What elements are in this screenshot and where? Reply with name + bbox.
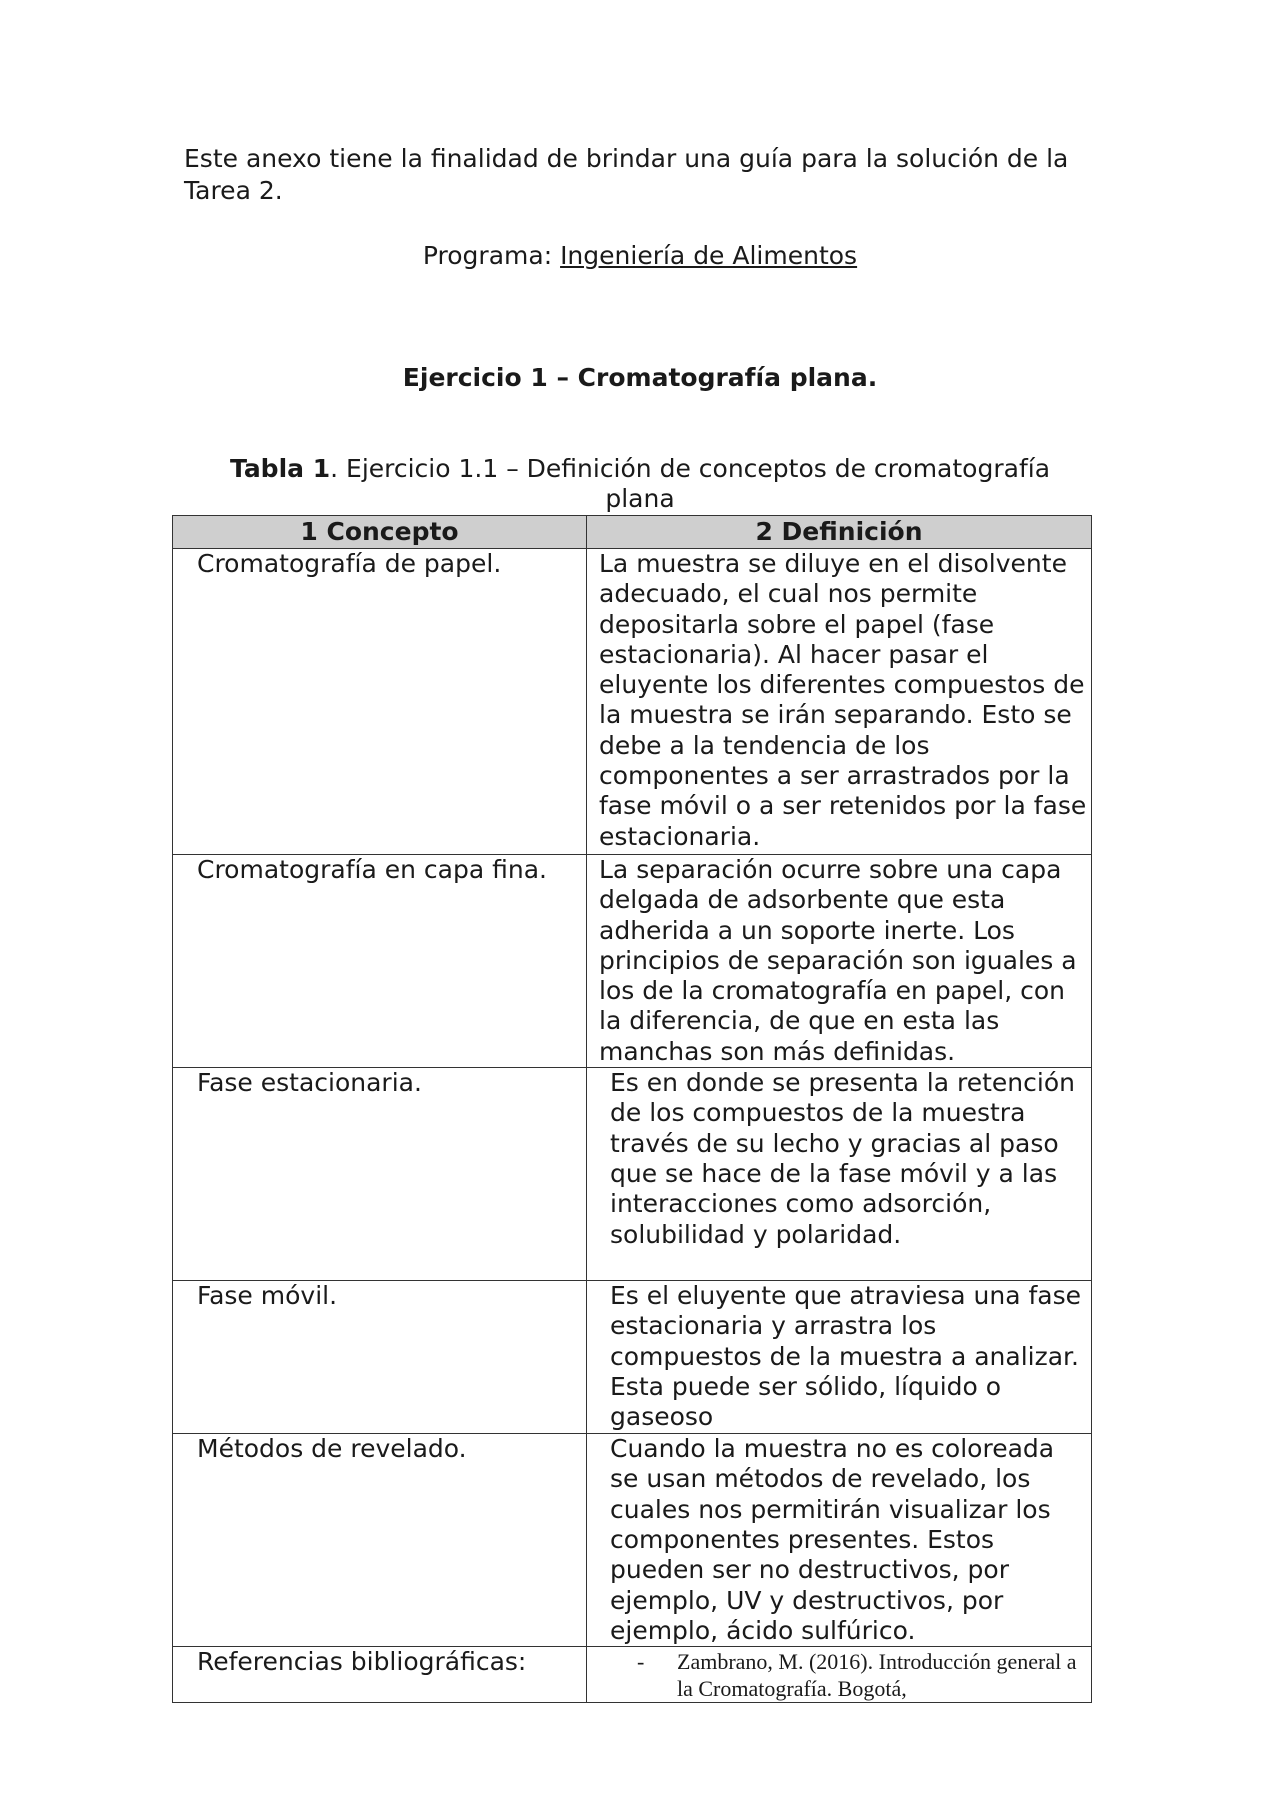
reference-bullet: - xyxy=(637,1649,645,1675)
table-caption xyxy=(200,454,1080,514)
concept-cell: Métodos de revelado. xyxy=(173,1434,587,1647)
table-row xyxy=(173,1647,1092,1703)
definition-cell: Es el eluyente que atraviesa una fase estacionaria y arrastra los compuestos de la muestra a analizar. Esta puede ser sólido, líquido o gaseoso xyxy=(587,1281,1092,1434)
table-caption-label: Tabla 1 xyxy=(229,454,331,483)
program-label: Programa: xyxy=(422,241,561,270)
table-row xyxy=(173,1068,1092,1281)
reference-item xyxy=(587,1647,1091,1702)
table-row xyxy=(173,855,1092,1068)
table-row xyxy=(173,1281,1092,1434)
concept-cell: Fase estacionaria. xyxy=(173,1068,587,1281)
program-name: Ingeniería de Alimentos xyxy=(560,241,858,270)
definition-cell: La separación ocurre sobre una capa delgada de adsorbente que esta adherida a un soporte inerte. Los principios de separación son iguales a los de la cromatografía en papel, con la diferencia, de que en esta las manchas son más definidas. xyxy=(587,855,1092,1068)
definition-cell: La muestra se diluye en el disolvente adecuado, el cual nos permite depositarla sobre el papel (fase estacionaria). Al hacer pasar el eluyente los diferentes compuestos de la muestra se irán separando. Esto se debe a la tendencia de los componentes a ser arrastrados por la fase móvil o a ser retenidos por la fase estacionaria. xyxy=(587,549,1092,855)
program-line xyxy=(0,240,1280,272)
definition-cell: Es en donde se presenta la retención de los compuestos de la muestra través de su lecho y gracias al paso que se hace de la fase móvil y a las interacciones como adsorción, solubilidad y polaridad. xyxy=(587,1068,1092,1281)
header-definition: 2 Definición xyxy=(587,516,1092,549)
reference-text: Zambrano, M. (2016). Introducción general a la Cromatografía. Bogotá, xyxy=(677,1649,1077,1702)
concept-cell: Cromatografía en capa fina. xyxy=(173,855,587,1068)
header-concept: 1 Concepto xyxy=(173,516,587,549)
table-caption-text: . Ejercicio 1.1 – Definición de conceptos de cromatografía plana xyxy=(330,454,1051,513)
concept-cell: Referencias bibliográficas: xyxy=(173,1647,587,1703)
concepts-table xyxy=(172,515,1092,1703)
definition-cell: Cuando la muestra no es coloreada se usan métodos de revelado, los cuales nos permitirán visualizar los componentes presentes. Estos pueden ser no destructivos, por ejemplo, UV y destructivos, por ejemplo, ácido sulfúrico. xyxy=(587,1434,1092,1647)
references-cell xyxy=(587,1647,1092,1703)
table-row xyxy=(173,1434,1092,1647)
concept-cell: Cromatografía de papel. xyxy=(173,549,587,855)
table-row xyxy=(173,549,1092,855)
table-header-row xyxy=(173,516,1092,549)
exercise-title: Ejercicio 1 – Cromatografía plana. xyxy=(402,363,878,392)
intro-paragraph: Este anexo tiene la finalidad de brindar una guía para la solución de la Tarea 2. xyxy=(184,144,1069,205)
concept-cell: Fase móvil. xyxy=(173,1281,587,1434)
